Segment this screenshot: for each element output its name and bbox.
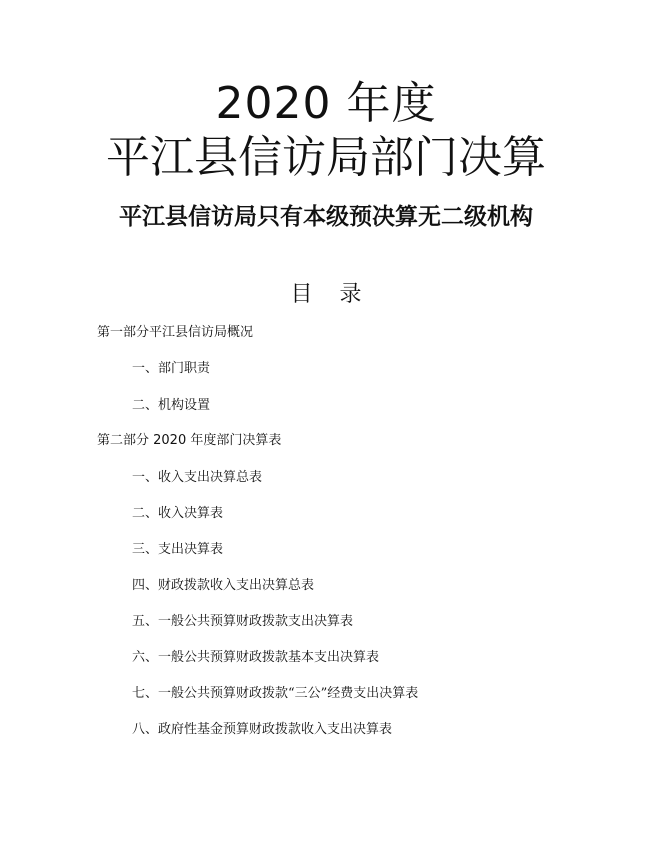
toc-part-1-title: 第一部分平江县信访局概况 <box>97 325 254 340</box>
toc-item: 一、收入支出决算总表 <box>132 470 263 485</box>
toc-item: 二、机构设置 <box>132 398 211 413</box>
toc-item: 四、财政拨款收入支出决算总表 <box>132 578 315 593</box>
toc-item: 八、政府性基金预算财政拨款收入支出决算表 <box>132 722 393 737</box>
toc-item: 六、一般公共预算财政拨款基本支出决算表 <box>132 650 380 665</box>
document-subtitle: 平江县信访局只有本级预决算无二级机构 <box>119 203 533 230</box>
toc-item: 七、一般公共预算财政拨款“三公”经费支出决算表 <box>132 686 419 701</box>
toc-heading: 目 录 <box>290 282 372 307</box>
toc-item: 二、收入决算表 <box>132 506 224 521</box>
toc-item: 五、一般公共预算财政拨款支出决算表 <box>132 614 354 629</box>
document-title: 平江县信访局部门决算 <box>106 132 546 183</box>
toc-item: 三、支出决算表 <box>132 542 224 557</box>
toc-part-2-title: 第二部分 2020 年度部门决算表 <box>97 433 282 448</box>
toc-item: 一、部门职责 <box>132 361 211 376</box>
document-title-year: 2020 年度 <box>215 78 437 129</box>
